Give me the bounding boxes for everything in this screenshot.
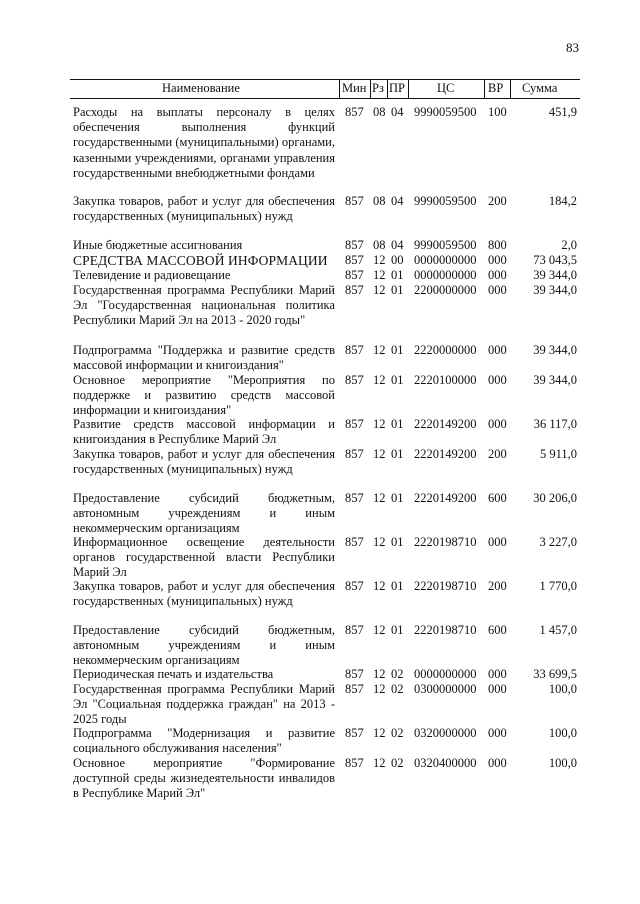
row-name: Предоставление субсидий бюджетным, автономным учреждениям и иным некоммерческим организациям — [73, 623, 335, 668]
row-vr: 000 — [488, 268, 507, 282]
row-rz: 12 — [373, 667, 386, 681]
row-sum: 73 043,5 — [533, 253, 577, 267]
row-pr: 02 — [391, 756, 404, 770]
row-cs: 0300000000 — [414, 682, 477, 696]
header-rz: Рз — [372, 81, 384, 95]
row-vr: 800 — [488, 238, 507, 252]
row-min: 857 — [345, 194, 364, 208]
row-name: Информационное освещение деятельности органов государственной власти Республики Марий Эл — [73, 535, 335, 580]
row-min: 857 — [345, 238, 364, 252]
row-cs: 0320000000 — [414, 726, 477, 740]
row-name: Расходы на выплаты персоналу в целях обеспечения выполнения функций государственными (муниципальными) органами, казенными учреждениями, органами управления государственными внебюджетными фондами — [73, 105, 335, 180]
row-rz: 12 — [373, 491, 386, 505]
row-pr: 01 — [391, 491, 404, 505]
row-pr: 02 — [391, 682, 404, 696]
row-sum: 36 117,0 — [533, 417, 577, 431]
row-vr: 000 — [488, 756, 507, 770]
row-pr: 04 — [391, 105, 404, 119]
row-rz: 12 — [373, 417, 386, 431]
row-name: Подпрограмма "Поддержка и развитие средств массовой информации и книгоиздания" — [73, 343, 335, 373]
row-vr: 000 — [488, 253, 507, 267]
row-cs: 2220100000 — [414, 373, 477, 387]
row-name: Основное мероприятие "Мероприятия по поддержке и развитию средств массовой информации и книгоиздания" — [73, 373, 335, 418]
row-rz: 12 — [373, 447, 386, 461]
row-name: Предоставление субсидий бюджетным, автономным учреждениям и иным некоммерческим организациям — [73, 491, 335, 536]
row-cs: 9990059500 — [414, 238, 477, 252]
row-sum: 3 227,0 — [539, 535, 577, 549]
row-sum: 39 344,0 — [533, 343, 577, 357]
row-sum: 451,9 — [548, 105, 577, 119]
row-pr: 01 — [391, 623, 404, 637]
row-rz: 08 — [373, 194, 386, 208]
row-vr: 000 — [488, 417, 507, 431]
row-vr: 000 — [488, 726, 507, 740]
row-vr: 000 — [488, 343, 507, 357]
row-pr: 00 — [391, 253, 404, 267]
row-cs: 0000000000 — [414, 268, 477, 282]
row-rz: 12 — [373, 343, 386, 357]
row-vr: 100 — [488, 105, 507, 119]
row-pr: 01 — [391, 343, 404, 357]
row-name: Периодическая печать и издательства — [73, 667, 274, 681]
row-sum: 30 206,0 — [533, 491, 577, 505]
row-cs: 2220198710 — [414, 623, 477, 637]
row-cs: 2220149200 — [414, 491, 477, 505]
row-cs: 2220198710 — [414, 535, 477, 549]
row-cs: 9990059500 — [414, 105, 477, 119]
row-cs: 2220198710 — [414, 579, 477, 593]
row-vr: 200 — [488, 194, 507, 208]
row-min: 857 — [345, 268, 364, 282]
row-sum: 1 770,0 — [539, 579, 577, 593]
row-name: Развитие средств массовой информации и книгоиздания в Республике Марий Эл — [73, 417, 335, 447]
row-rz: 08 — [373, 105, 386, 119]
row-name: Основное мероприятие "Формирование доступной среды жизнедеятельности инвалидов в Республике Марий Эл" — [73, 756, 335, 801]
row-sum: 1 457,0 — [539, 623, 577, 637]
row-min: 857 — [345, 417, 364, 431]
row-rz: 12 — [373, 726, 386, 740]
row-pr: 01 — [391, 373, 404, 387]
row-cs: 2220000000 — [414, 343, 477, 357]
row-vr: 600 — [488, 623, 507, 637]
row-min: 857 — [345, 343, 364, 357]
row-cs: 2220149200 — [414, 417, 477, 431]
row-cs: 2200000000 — [414, 283, 477, 297]
row-vr: 000 — [488, 682, 507, 696]
row-rz: 12 — [373, 756, 386, 770]
row-min: 857 — [345, 447, 364, 461]
row-sum: 100,0 — [548, 682, 577, 696]
row-sum: 2,0 — [561, 238, 577, 252]
row-min: 857 — [345, 535, 364, 549]
row-min: 857 — [345, 579, 364, 593]
row-sum: 39 344,0 — [533, 283, 577, 297]
header-pr: ПР — [389, 81, 405, 95]
row-name: Телевидение и радиовещание — [73, 268, 231, 282]
header-name: Наименование — [162, 81, 240, 95]
row-rz: 12 — [373, 268, 386, 282]
row-sum: 39 344,0 — [533, 373, 577, 387]
row-pr: 02 — [391, 726, 404, 740]
row-rz: 12 — [373, 283, 386, 297]
row-name: Подпрограмма "Модернизация и развитие социального обслуживания населения" — [73, 726, 335, 756]
row-pr: 01 — [391, 535, 404, 549]
row-name: Иные бюджетные ассигнования — [73, 238, 243, 252]
row-sum: 100,0 — [548, 756, 577, 770]
row-min: 857 — [345, 283, 364, 297]
row-rz: 12 — [373, 373, 386, 387]
row-pr: 01 — [391, 268, 404, 282]
row-min: 857 — [345, 105, 364, 119]
row-cs: 2220149200 — [414, 447, 477, 461]
row-name: Закупка товаров, работ и услуг для обеспечения государственных (муниципальных) нужд — [73, 194, 335, 224]
row-min: 857 — [345, 726, 364, 740]
row-pr: 01 — [391, 447, 404, 461]
row-pr: 04 — [391, 194, 404, 208]
header-min: Мин — [342, 81, 367, 95]
row-rz: 12 — [373, 682, 386, 696]
row-min: 857 — [345, 682, 364, 696]
row-name: Государственная программа Республики Марий Эл "Государственная национальная политика Республики Марий Эл на 2013 - 2020 годы" — [73, 283, 335, 328]
row-vr: 000 — [488, 283, 507, 297]
row-vr: 000 — [488, 535, 507, 549]
row-pr: 02 — [391, 667, 404, 681]
row-vr: 200 — [488, 579, 507, 593]
row-min: 857 — [345, 623, 364, 637]
row-name: Закупка товаров, работ и услуг для обеспечения государственных (муниципальных) нужд — [73, 447, 335, 477]
row-rz: 12 — [373, 535, 386, 549]
row-vr: 200 — [488, 447, 507, 461]
header-vr: ВР — [488, 81, 504, 95]
row-min: 857 — [345, 491, 364, 505]
row-sum: 39 344,0 — [533, 268, 577, 282]
header-sum: Сумма — [522, 81, 558, 95]
page-number: 83 — [566, 40, 579, 55]
row-cs: 0000000000 — [414, 253, 477, 267]
row-min: 857 — [345, 373, 364, 387]
row-pr: 01 — [391, 417, 404, 431]
row-pr: 04 — [391, 238, 404, 252]
row-vr: 000 — [488, 667, 507, 681]
row-name: СРЕДСТВА МАССОВОЙ ИНФОРМАЦИИ — [73, 253, 328, 268]
row-name: Закупка товаров, работ и услуг для обеспечения государственных (муниципальных) нужд — [73, 579, 335, 609]
row-cs: 0000000000 — [414, 667, 477, 681]
row-rz: 12 — [373, 253, 386, 267]
row-rz: 12 — [373, 623, 386, 637]
row-rz: 08 — [373, 238, 386, 252]
row-vr: 600 — [488, 491, 507, 505]
row-min: 857 — [345, 756, 364, 770]
row-rz: 12 — [373, 579, 386, 593]
row-min: 857 — [345, 667, 364, 681]
row-cs: 9990059500 — [414, 194, 477, 208]
row-sum: 5 911,0 — [539, 447, 577, 461]
row-name: Государственная программа Республики Марий Эл "Социальная поддержка граждан" на 2013 - 2025 годы — [73, 682, 335, 727]
row-sum: 100,0 — [548, 726, 577, 740]
header-cs: ЦС — [437, 81, 455, 95]
row-vr: 000 — [488, 373, 507, 387]
row-min: 857 — [345, 253, 364, 267]
row-pr: 01 — [391, 283, 404, 297]
row-cs: 0320400000 — [414, 756, 477, 770]
row-sum: 33 699,5 — [533, 667, 577, 681]
row-pr: 01 — [391, 579, 404, 593]
row-sum: 184,2 — [548, 194, 577, 208]
